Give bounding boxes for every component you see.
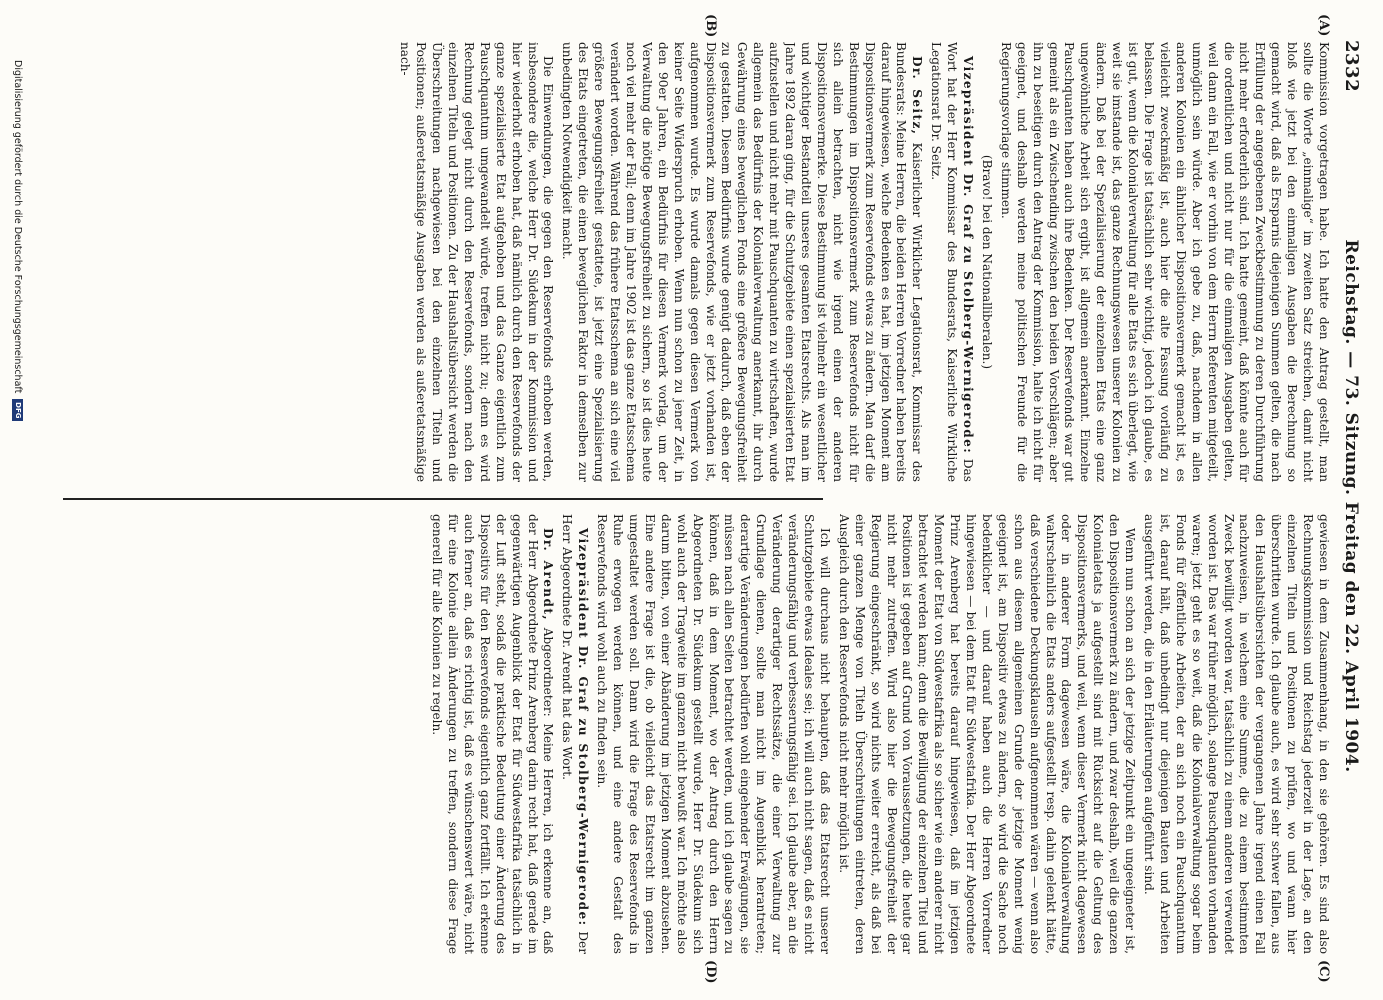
speaker-text: Kaiserlicher Wirklicher Legationsrat, Kommissar des Bundesrats: Meine Herren, die beiden Herren Vorredner haben bereits darauf hingewiesen, welche Bedenken es hat, im jetzigen Moment am Dispositionsvermerk zum Reservefonds etwas zu ändern. Man darf die Bestimmungen im Dispositionsvermerk zum Reservefonds nicht für sich allein betrachten, nicht wie irgend einen der anderen Dispositionsvermerke. Diese Bestimmung ist vielmehr ein wesentlicher und wichtiger Bestandteil unseres gesamten Etatsrechts. Als man im Jahre 1892 daran ging, für die Schutzgebiete einen spezialisierten Etat aufzustellen und nicht mehr mit Pauschquanten zu wirtschaften, wurde allgemein das Bedürfnis der Kolonialverwaltung anerkannt, ihr durch Gewährung eines beweglichen Fonds eine größere Bewegungsfreiheit zu gestatten. Diesem Bedürfnis wurde genügt dadurch, daß eben der Dispositionsvermerk zum Reservefonds, wie er jetzt vorhanden ist, aufgenommen wurde. Es wurde damals gegen diesen Vermerk von keiner Seite Widerspruch erhoben. Wenn nun schon zu jener Zeit, in den 90er Jahren, ein Bedürfnis für diesen Vermerk vorlag, um der Verwaltung die nötige Bewegungsfreiheit zu sichern, so ist dies heute noch viel mehr der Fall; denn im Jahre 1902 ist das ganze Etatsschema verändert worden. Während das frühere Etatsschema an sich eine viel größere Bewegungsfreiheit gestattete, ist jetzt eine Spezialisierung des Etats eingetreten, die einen beweglichen Faktor in demselben zur unbedingten Notwendigkeit macht. [560,42,925,482]
speaker-text: Der Herr Abgeordnete Dr. Arendt hat das Wort. [560,514,591,954]
margin-marker-b: (B) [703,14,718,38]
margin-marker-d: (D) [703,960,718,984]
margin-marker-a: (A) [1316,14,1331,37]
right-paragraph-3: Ich will durchaus nicht behaupten, daß das Etatsrecht unserer Schutzgebiete etwas Ideales sei; ich will auch nicht sagen, daß es nicht veränderungsfähig und verbesserungsfähig sei. Ich glaube aber, an die Veränderung derartiger Rechtssätze, die einer Verwaltung zur Grundlage dienen, sollte man nicht im Augenblick herantreten; derartige Veränderungen bedürfen wohl eingehender Erwägungen, sie müssen nach allen Seiten betrachtet werden, und ich glaube sagen zu können, daß in dem Moment, wo der Antrag durch den Herrn Abgeordneten Dr. Südekum gestellt wurde, Herr Dr. Südekum sich wohl auch der Tragweite im ganzen nicht bewußt war. Ich möchte also darum bitten, von einer Abänderung im jetzigen Moment abzusehen. Eine andere Frage ist die, ob vielleicht das Etatsrecht im ganzen umgestaltet werden soll. Dann wird die Frage des Reservefonds in Ruhe erwogen werden können, und eine andere Gestalt des Reservefonds wird wohl auch zu finden sein. [595,514,832,954]
column-divider [63,498,823,500]
speaker-label: Dr. Arendt, [541,528,556,621]
footer-text: Digitalisierung gefördert durch die Deutsche Forschungsgemeinschaft [12,60,23,394]
left-interjection: (Bravo! bei den Nationalliberalen.) [979,154,994,370]
left-speaker-seitz [559,42,925,482]
digitization-footer [12,60,23,960]
page-header [1341,40,1375,960]
left-paragraph-5: Die Einwendungen, die gegen den Reservefonds erhoben werden, insbesondere die, welche Herr Dr. Südekum in der Kommission und hier wiederholt erhoben hat, daß nämlich durch den Reservefonds der ganze spezialisierte Etat aufgehoben und das Ganze eigentlich zum Pauschquantum umgewandelt würde, treffen nicht zu; denn es wird Rechnung gelegt nicht durch den Reservefonds, sondern nach den einzelnen Titeln und Positionen. Zu der Haushaltsübersicht werden die Überschreitungen nachgewiesen bei den einzelnen Titeln und Positionen; außeretatsmäßige Ausgaben werden als außeretatsmäßige nach- [398,42,556,482]
right-paragraph-2: Wenn nun schon an sich der jetzige Zeitpunkt ein ungeeigneter ist, den Dispositionsvermerk zu ändern, und zwar deshalb, weil die ganzen Kolonialetats ja aufgestellt sind mit Rücksicht auf die Geltung des Dispositionsvermerks, und weil, wenn dieser Vermerk nicht dagewesen oder in anderer Form dagewesen wäre, die Kolonialverwaltung wahrscheinlich die Etats anders aufgestellt resp. dahin gelenkt hätte, daß verschiedene Deckungsklauseln aufgenommen wären — wenn also schon aus diesem allgemeinen Grunde der jetzige Moment wenig geeignet ist, am Dispositiv etwas zu ändern, so wird die Sache noch bedenklicher — und darauf haben auch die Herren Vorredner hingewiesen — bei dem Etat für Südwestafrika. Der Herr Abgeordnete Prinz Arenberg hat bereits darauf hingewiesen, daß im jetzigen Moment der Etat von Südwestafrika als so sicher wie ein anderer nicht betrachtet werden kann; denn die Bewilligung der einzelnen Titel und Positionen ist gegeben auf Grund von Voraussetzungen, die heute gar nicht mehr zutreffen. Wird also hier die Bewegungsfreiheit der Regierung eingeschränkt, so wird nichts weiter erreicht, als daß bei einer ganzen Menge von Titeln Überschreitungen eintreten, deren Ausgleich durch den Reservefonds nicht mehr möglich ist. [836,514,1138,954]
speaker-text: Abgeordneter: Meine Herren, ich erkenne an, daß der Herr Abgeordnete Prinz Arenberg darin recht hat, daß gerade im gegenwärtigen Augenblick der Etat für Südwestafrika tatsächlich in der Luft steht, sodaß die praktische Bedeutung einer Änderung des Dispositivs für den Reservefonds eigentlich ganz fortfällt. Ich erkenne auch ferner an, daß es richtig ist, daß es wünschenswert wäre, nicht für eine Kolonie allein Änderungen zu treffen, sondern diese Frage generell für alle Kolonien zu regeln. [430,514,556,954]
speaker-text: Das Wort hat der Herr Kommissar des Bundesrats, Kaiserliche Wirkliche Legationsrat Dr. Seitz. [929,42,976,482]
left-column [51,42,1331,482]
left-speaker-vp [927,42,975,482]
speaker-label: Dr. Seitz, [910,56,925,136]
speaker-label: Vizepräsident Dr. Graf zu Stolberg-Wernigerode: [576,528,591,927]
speaker-label: Vizepräsident Dr. Graf zu Stolberg-Wernigerode: [961,56,976,455]
left-paragraph-1: Kommission vorgetragen habe. Ich hatte den Antrag gestellt, man sollte die Worte „einmalige“ im zweiten Satz streichen, damit nicht bloß wie jetzt bei den einmaligen Ausgaben die Berechnung so gemacht wird, daß als Ersparnis diejenigen Summen gelten, die nach Erfüllung der angegebenen Zweckbestimmung zu deren Durchführung nicht mehr erforderlich sind. Ich hatte gemeint, daß könnte auch für die ordentlichen und nicht nur für die einmaligen Ausgaben gelten, weil dann ein Fall, wie er vorhin von dem Herrn Referenten mitgeteilt, unmöglich sein würde. Aber ich gebe zu, daß, nachdem in allen anderen Kolonien ein ähnlicher Dispositionsvermerk gemacht ist, es vielleicht zweckmäßig ist, auch hier die alte Fassung vorläufig zu belassen. Die Frage ist tatsächlich sehr wichtig, jedoch ich glaube, es ist gut, wenn die Kolonialverwaltung für alle Etats es sich überlegt, wie weit sie imstande ist, das ganze Rechnungswesen unserer Kolonien zu ändern. Daß bei der Spezialisierung der einzelnen Etats eine ganz ungewöhnliche Arbeit sich ergibt, ist allgemein anerkannt. Einzelne Pauschquanten haben auch ihre Bedenken. Der Reservefonds war gut gemeint als ein Zwischending zwischen den beiden Vorschlägen; aber ihn zu beseitigen durch den Antrag der Kommission, halte ich nicht für geeignet, und deshalb werden meine politischen Freunde für die Regierungsvorlage stimmen. [998,42,1331,482]
page-number: 2332 [1341,40,1362,93]
right-speaker-vp [559,514,591,954]
page-title: Reichstag. — 73. Sitzung. Freitag den 22. April 1904. [1341,239,1361,773]
right-paragraph-1: gewiesen in dem Zusammenhang, in den sie gehören. Es sind also Rechnungskommission und Reichstag jederzeit in der Lage, an den einzelnen Titeln und Positionen zu prüfen, wo und wann hier überschritten wurde. Ich glaube auch, es wird sehr schwer fallen, aus den Haushaltsübersichten der vergangenen Jahre irgend einen Fall nachzuweisen, in welchem eine Summe, die zu einem bestimmten Zweck bewilligt worden war, tatsächlich zu einem anderen verwendet worden ist. Das war früher möglich, solange Pauschquanten vorhanden waren; jetzt geht es so weit, daß die Kolonialverwaltung sogar beim Fonds für öffentliche Arbeiten, der an sich noch ein Pauschquantum ist, darauf hält, daß unbedingt nur diejenigen Bauten und Arbeiten ausgeführt werden, die in den Erläuterungen aufgeführt sind. [1142,514,1331,954]
dfg-logo-icon: DFG [12,399,23,421]
right-speaker-arendt [428,514,555,954]
margin-marker-c: (C) [1316,960,1331,983]
right-column [51,514,1331,954]
